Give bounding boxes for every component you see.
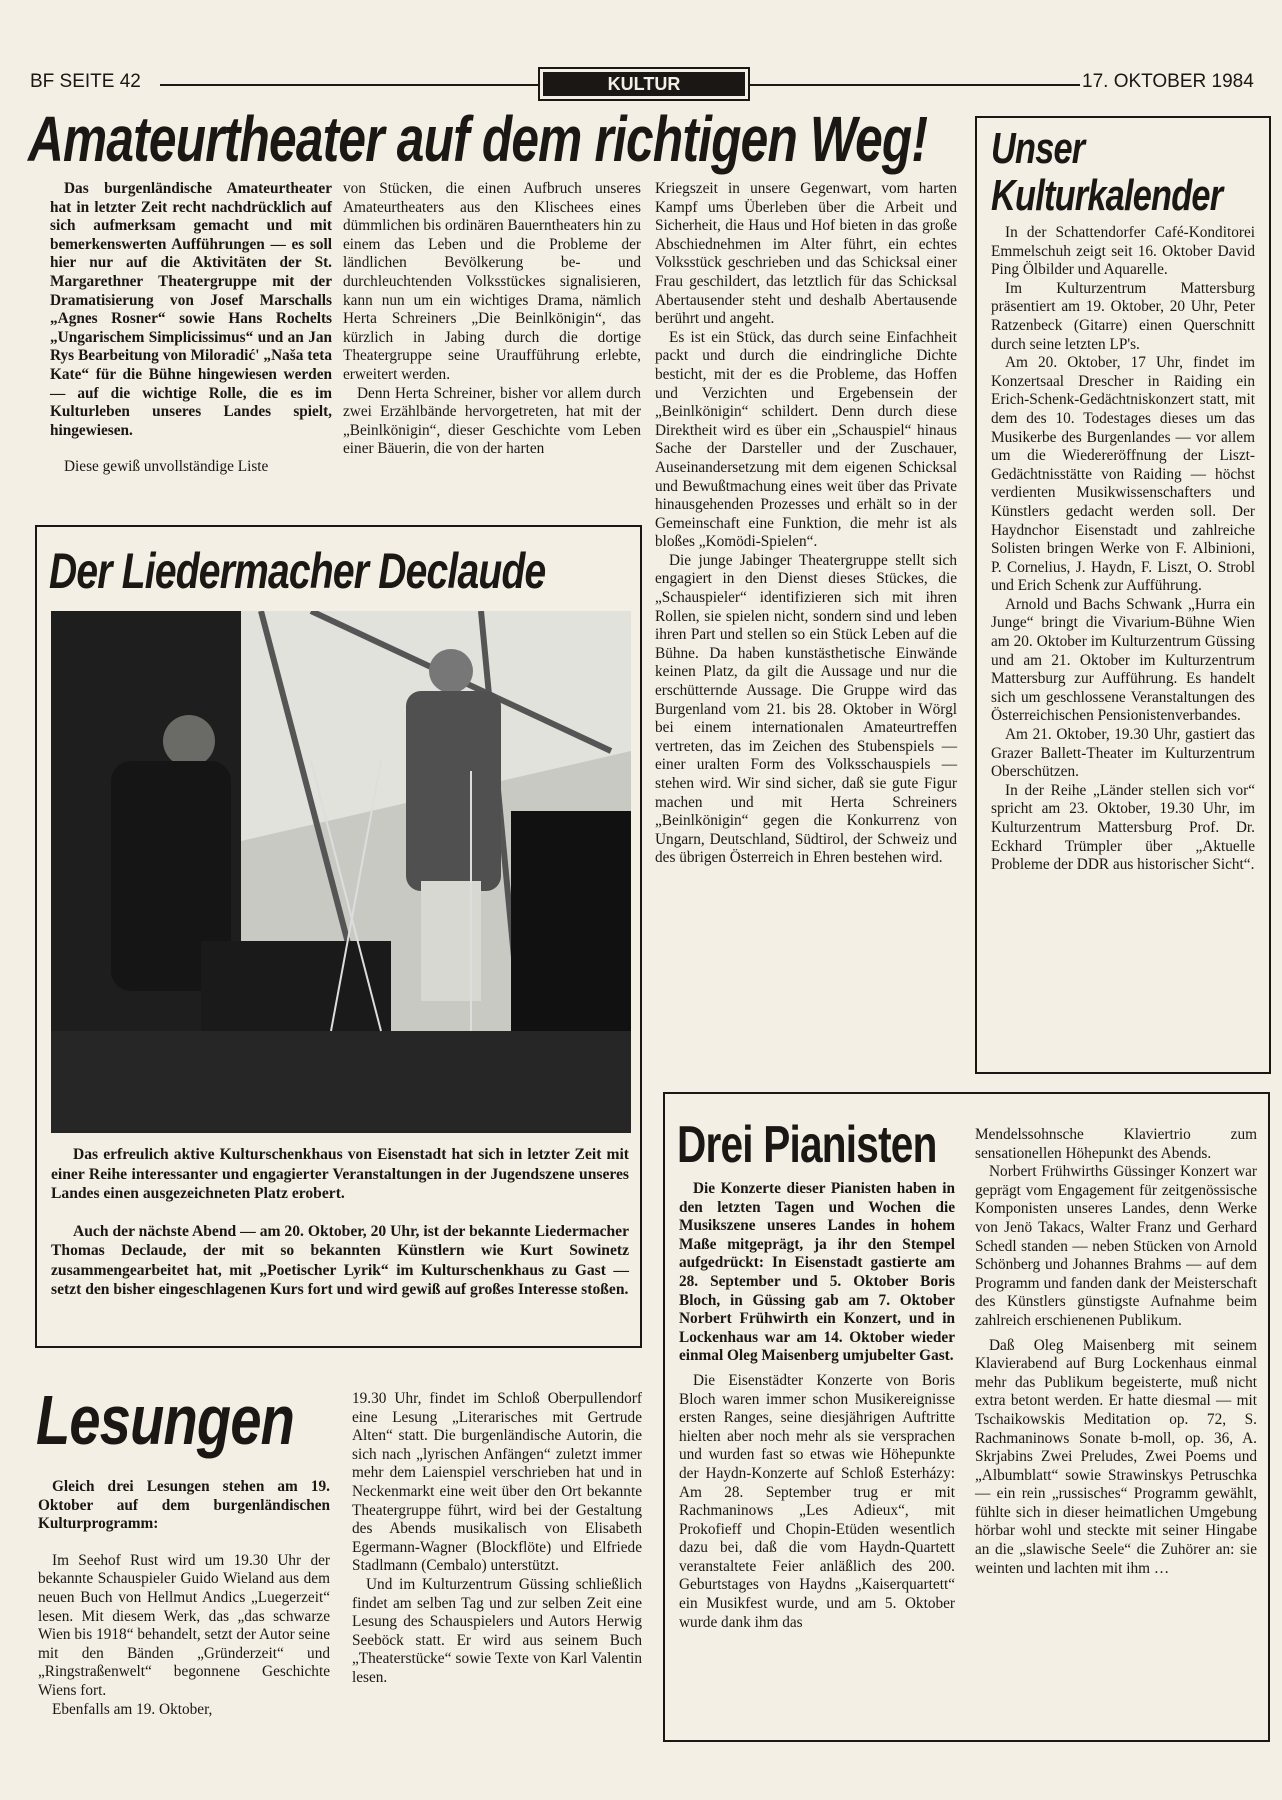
paragraph: Mendelssohnsche Klaviertrio zum sensationellen Höhepunkt des Abends. bbox=[975, 1126, 1257, 1162]
paragraph: Denn Herta Schreiner, bisher vor allem durch zwei Erzählbände hervorgetreten, hat mit der „Beinlkönigin“, dieser Geschichte vom Leben einer Bäuerin, die von der harten bbox=[343, 384, 641, 458]
lesungen-col1 bbox=[38, 1478, 330, 1719]
pianisten-box bbox=[663, 1092, 1270, 1742]
calendar-entry: Im Kulturzentrum Mattersburg präsentiert am 19. Oktober, 20 Uhr, Peter Ratzenbeck (Gitarre) einen Querschnitt durch seine letzten LP's. bbox=[991, 279, 1255, 353]
paragraph: Es ist ein Stück, das durch seine Einfachheit packt und durch die eindringliche Dichte besticht, mit der es die Probleme, das Hoffen und Verzichten und Ergebensein der „Beinlkönigin“ schildert. Denn durch diese Direktheit wird es über ein „Schauspiel“ hinaus Sache der Darsteller und der Zuschauer, Auseinandersetzung mit dem eigenen Schicksal und Bewußtmachung eines weit über das Private hinausgehenden Prozesses und erhält so in der Gemeinschaft eine Funktion, die mehr ist als bloßes „Komödi-Spielen“. bbox=[655, 328, 957, 551]
header-rule-right bbox=[750, 84, 1080, 86]
declaude-box bbox=[35, 525, 642, 1348]
calendar-entry: Arnold und Bachs Schwank „Hurra ein Junge“ bringt die Vivarium-Bühne Wien am 20. Oktober im Kulturzentrum Güssing und am 21. Oktober im Kulturzentrum Mattersburg zur Aufführung. Es handelt sich um geschlossene Veranstaltungen des Österreichischen Pensionistenverbandes. bbox=[991, 595, 1255, 725]
lesungen-headline: Lesungen bbox=[36, 1381, 295, 1459]
paragraph: 19.30 Uhr, findet im Schloß Oberpullendorf eine Lesung „Literarisches mit Gertrude Alten“ statt. Die burgenländische Autorin, die sich nach „lyrischen Anfängen“ zuletzt immer mehr dem Laienspiel verschrieben hat und in Neckenmarkt eine weit über den Ort bekannte Theatergruppe führt, wird bei der Gestaltung des Abends musikalisch von Elisabeth Egermann-Wagner (Blockflöte) und Elfriede Stadlmann (Cembalo) unterstützt. bbox=[352, 1390, 642, 1575]
concert-photo bbox=[51, 611, 631, 1133]
paragraph: von Stücken, die einen Aufbruch unseres Amateurtheaters aus den Klischees eines dümmlichen bis ordinären Bauerntheaters hin zu einem das Leben und die Probleme der ländlichen Bevölkerung be- und durchleuchtenden Volksstückes signalisieren, kann nun um ein wichtiges Drama, nämlich Herta Schreiners „Die Beinlkönigin“, das kürzlich in Jabing durch die dortige Theatergruppe seine Uraufführung erlebte, erweitert werden. bbox=[343, 180, 641, 383]
main-headline: Amateurtheater auf dem richtigen Weg! bbox=[28, 103, 928, 175]
paragraph: Die Konzerte dieser Pianisten haben in den letzten Tagen und Wochen die Musikszene unseres Landes in hohem Maße mitgeprägt, ja ihr den Stempel aufgedrückt: In Eisenstadt gastierte am 28. September und 5. Oktober Boris Bloch, in Güssing gab am 7. Oktober Norbert Frühwirth ein Konzert, und in Lockenhaus war am 14. Oktober wieder einmal Oleg Maisenberg umjubelter Gast. bbox=[679, 1180, 955, 1365]
kalender-title-line2: Kulturkalender bbox=[991, 171, 1223, 220]
calendar-entry: In der Reihe „Länder stellen sich vor“ spricht am 23. Oktober, 19.30 Uhr, im Kulturzentrum Mattersburg Prof. Dr. Eckhard Trümpler über „Aktuelle Probleme der DDR aus historischer Sicht“. bbox=[991, 781, 1255, 874]
pianisten-col1 bbox=[679, 1180, 955, 1632]
section-label-text: KULTUR bbox=[543, 72, 745, 96]
paragraph: Gleich drei Lesungen stehen am 19. Oktober auf dem burgenländischen Kulturprogramm: bbox=[38, 1478, 330, 1533]
main-article-col2 bbox=[343, 180, 641, 459]
pianisten-headline: Drei Pianisten bbox=[677, 1116, 937, 1174]
header-rule-left bbox=[160, 84, 540, 86]
kalender-title-line1: Unser bbox=[991, 124, 1085, 173]
paragraph: Daß Oleg Maisenberg mit seinem Klavierabend auf Burg Lockenhaus einmal mehr das Publikum begeisterte, muß nicht extra betont werden. Er hatte diesmal — mit Tschaikowskis Meditation op. 72, S. Rachmaninows Sonate b-moll, op. 36, A. Skrjabins Zwei Preludes, Zwei Poems und „Albumblatt“ sowie Strawinskys Petruschka — ein rein „russisches“ Programm gewählt, fühlte sich in dieser heimatlichen Umgebung hörbar wohl und steckte mit seiner Hingabe an die „slawische Seele“ die Zuhörer an: sie weinten und lachten mit ihm … bbox=[975, 1336, 1257, 1577]
paragraph: Und im Kulturzentrum Güssing schließlich findet am selben Tag und zur selben Zeit eine Lesung des Schauspielers und Autors Herwig Seeböck statt. Er wird aus seinem Buch „Theaterstücke“ sowie Texte von Karl Valentin lesen. bbox=[352, 1575, 642, 1686]
paragraph: Norbert Frühwirths Güssinger Konzert war geprägt vom Engagement für zeitgenössische Komponisten unseres Landes, denn Werke von Jenö Takacs, Walter Franz und Gerhard Schedl standen — neben Stücken von Arnold Schönberg und Johannes Brahms — auf dem Programm und fanden dank der Meisterschaft des Künstlers günstigste Aufnahme beim zahlreich erschienenen Publikum. bbox=[975, 1163, 1257, 1329]
declaude-headline: Der Liedermacher Declaude bbox=[49, 543, 546, 599]
section-label bbox=[538, 67, 750, 101]
paragraph: Im Seehof Rust wird um 19.30 Uhr der bekannte Schauspieler Guido Wieland aus dem neuen Buch von Hellmut Andics „Luegerzeit“ lesen. Mit diesem Werk, das „das schwarze Wien bis 1918“ behandelt, setzt der Autor seine mit den Bänden „Gründerzeit“ und „Ringstraßenwelt“ begonnene Geschichte Wiens fort. bbox=[38, 1551, 330, 1699]
paragraph: Das burgenländische Amateurtheater hat in letzter Zeit recht nachdrücklich auf sich aufmerksam gemacht und mit bemerkenswerten Aufführungen — es soll hier nur auf die Aktivitäten der St. Margarethner Theatergruppe mit der Dramatisierung von Josef Marschalls „Agnes Rosner“ sowie Hans Rochelts „Ungarischem Simplicissimus“ und an Jan Rys Bearbeitung von Miloradić' „Naša teta Kate“ für die Bühne hingewiesen werden — auf die wichtige Rolle, die es im Kulturleben unseres Landes spielt, hingewiesen. bbox=[50, 180, 332, 439]
issue-date: 17. OKTOBER 1984 bbox=[1082, 71, 1254, 92]
paragraph: Die Eisenstädter Konzerte von Boris Bloch waren immer schon Musikereignisse ersten Ranges, seine diesjährigen Auftritte hielten aber noch mehr als sie versprachen und wurden fast so etwas wie Höhepunkte der Haydn-Konzerte auf Schloß Esterházy: Am 28. September trug er mit Rachmaninows „Les Adieux“, mit Prokofieff und Chopin-Etüden wesentlich dazu bei, daß die vom Haydn-Quartett veranstaltete Feier anläßlich des 200. Geburtstages von Haydns „Kaiserquartett“ ein Musikfest wurde, und am 5. Oktober wurde dank ihm das bbox=[679, 1371, 955, 1631]
declaude-caption bbox=[51, 1145, 629, 1300]
paragraph: Auch der nächste Abend — am 20. Oktober, 20 Uhr, ist der bekannte Liedermacher Thomas Declaude, der mit so bekannten Künstlern wie Kurt Sowinetz zusammengearbeitet hat, mit „Poetischer Lyrik“ im Kulturschenkhaus zu Gast — setzt den bisher eingeschlagenen Kurs fort und wird gewiß auf großes Interesse stoßen. bbox=[51, 1222, 629, 1298]
paragraph: Das erfreulich aktive Kulturschenkhaus von Eisenstadt hat sich in letzter Zeit mit einer Reihe interessanter und engagierter Veranstaltungen in der Jugendszene unseres Landes einen ausgezeichneten Platz erobert. bbox=[51, 1146, 629, 1202]
paragraph: Diese gewiß unvollständige Liste bbox=[64, 458, 269, 476]
calendar-entry: Am 21. Oktober, 19.30 Uhr, gastiert das Grazer Ballett-Theater im Kulturzentrum Oberschützen. bbox=[991, 726, 1255, 781]
main-article-col3 bbox=[655, 180, 957, 868]
main-article-col1 bbox=[50, 180, 332, 477]
kalender-body bbox=[991, 224, 1255, 875]
paragraph: Ebenfalls am 19. Oktober, bbox=[52, 1700, 213, 1718]
calendar-entry: Am 20. Oktober, 17 Uhr, findet im Konzertsaal Drescher in Raiding ein Erich-Schenk-Gedächtniskonzert statt, mit dem des 10. Todestages dieses um das Musikerbe des Burgenlandes — vor allem um die Wiedereröffnung der Liszt-Gedächtnisstätte von Raiding — höchst verdienten Musikwissenschafters und Künstlers gedacht werden soll. Der Haydnchor Eisenstadt und zahlreiche Solisten bringen Werke von F. Albinioni, P. Cornelius, J. Haydn, F. Liszt, O. Strobl und Erich Schenk zur Aufführung. bbox=[991, 354, 1255, 595]
concert-photo-image bbox=[51, 611, 631, 1133]
kulturkalender-box bbox=[975, 116, 1271, 1074]
paragraph: Kriegszeit in unsere Gegenwart, vom harten Kampf ums Überleben über die Arbeit und Sicherheit, die Haus und Hof bieten in das große Abschiednehmen im Alter führt, ein echtes Volksstück geschrieben und das Schicksal einer Frau geschildert, das letztlich für das Schicksal Abertausender steht und deshalb Abertausende berührt und angeht. bbox=[655, 180, 957, 328]
paragraph: Die junge Jabinger Theatergruppe stellt sich engagiert in den Dienst dieses Stückes, die „Schauspieler“ identifizieren sich mit ihren Rollen, sie spielen nicht, sondern sind und leben ihren Part und stellen so ein Stück Leben auf die Bühne. Da haben kunstästhetische Einwände keinen Platz, da gilt die Aussage und nur die erschütternde Aussage. Die Gruppe wird das Burgenland vom 21. bis 28. Oktober in Wörgl bei einem internationalen Amateurtreffen vertreten, das im Zeichen des Stubenspiels — einer uralten Form des Volksschauspiels — stehen wird. Wir sind sicher, daß sie gute Figur machen und mit Herta Schreiners „Beinlkönigin“ gegen die Konkurrenz von Ungarn, Deutschland, Südtirol, der Schweiz und des übrigen Österreich in Ehren bestehen wird. bbox=[655, 551, 957, 867]
calendar-entry: In der Schattendorfer Café-Konditorei Emmelschuh zeigt seit 16. Oktober David Ping Ölbilder und Aquarelle. bbox=[991, 224, 1255, 279]
pianisten-col2 bbox=[975, 1126, 1257, 1578]
page-number: BF SEITE 42 bbox=[30, 71, 141, 92]
lesungen-col2 bbox=[352, 1390, 642, 1688]
